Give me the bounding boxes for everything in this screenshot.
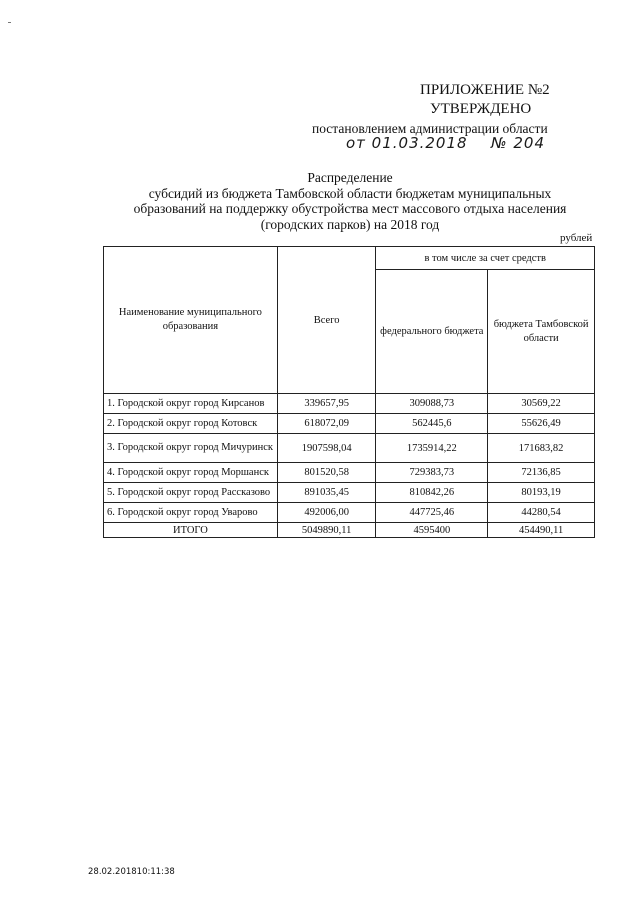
header-name: Наименование муниципального образования [104, 247, 278, 394]
row-regional: 30569,22 [488, 394, 595, 414]
row-regional: 171683,82 [488, 434, 595, 463]
row-federal: 810842,26 [376, 483, 488, 503]
title-line-3: образований на поддержку обустройства мест массового отдыха населения [133, 201, 567, 216]
total-label: ИТОГО [104, 523, 278, 538]
row-federal: 309088,73 [376, 394, 488, 414]
decree-line: постановлением администрации области [312, 121, 548, 136]
table-row [104, 503, 595, 523]
print-timestamp: 28.02.201810:11:38 [88, 867, 175, 877]
appendix-label: ПРИЛОЖЕНИЕ №2 [420, 82, 550, 98]
table-header-row [104, 247, 595, 270]
total-regional: 454490,11 [488, 523, 595, 538]
total-federal: 4595400 [376, 523, 488, 538]
currency-unit: рублей [560, 232, 593, 244]
row-name: 4. Городской округ город Моршанск [104, 463, 278, 483]
row-name: 6. Городской округ город Уварово [104, 503, 278, 523]
margin-mark [8, 22, 11, 23]
table-total-row [104, 523, 595, 538]
title-line-2: субсидий из бюджета Тамбовской области бюджетам муниципальных [148, 185, 552, 201]
row-federal: 1735914,22 [376, 434, 488, 463]
table-row [104, 414, 595, 434]
row-total: 492006,00 [277, 503, 376, 523]
table-row [104, 434, 595, 463]
row-name: 1. Городской округ город Кирсанов [104, 394, 278, 414]
header-total: Всего [277, 247, 376, 394]
row-federal: 562445,6 [376, 414, 488, 434]
row-federal: 729383,73 [376, 463, 488, 483]
row-name: 3. Городской округ город Мичуринск [104, 434, 278, 463]
header-federal: федерального бюджета [376, 270, 488, 394]
handwritten-number: № 204 [491, 134, 545, 152]
document-title [100, 170, 600, 232]
row-regional: 55626,49 [488, 414, 595, 434]
title-line-4: (городских парков) на 2018 год [260, 216, 440, 232]
row-federal: 447725,46 [376, 503, 488, 523]
table-row [104, 394, 595, 414]
row-total: 801520,58 [277, 463, 376, 483]
row-total: 618072,09 [277, 414, 376, 434]
subsidy-table [103, 246, 595, 538]
handwritten-date: от 01.03.2018 [346, 134, 468, 152]
row-regional: 44280,54 [488, 503, 595, 523]
row-regional: 80193,19 [488, 483, 595, 503]
title-line-1: Распределение [307, 170, 393, 185]
approved-label: УТВЕРЖДЕНО [430, 101, 532, 117]
table-row [104, 463, 595, 483]
row-total: 1907598,04 [277, 434, 376, 463]
header-regional: бюджета Тамбовской области [488, 270, 595, 394]
header-group: в том числе за счет средств [376, 247, 595, 270]
row-regional: 72136,85 [488, 463, 595, 483]
row-total: 891035,45 [277, 483, 376, 503]
row-name: 5. Городской округ город Рассказово [104, 483, 278, 503]
row-name: 2. Городской округ город Котовск [104, 414, 278, 434]
row-total: 339657,95 [277, 394, 376, 414]
table-row [104, 483, 595, 503]
total-sum: 5049890,11 [277, 523, 376, 538]
